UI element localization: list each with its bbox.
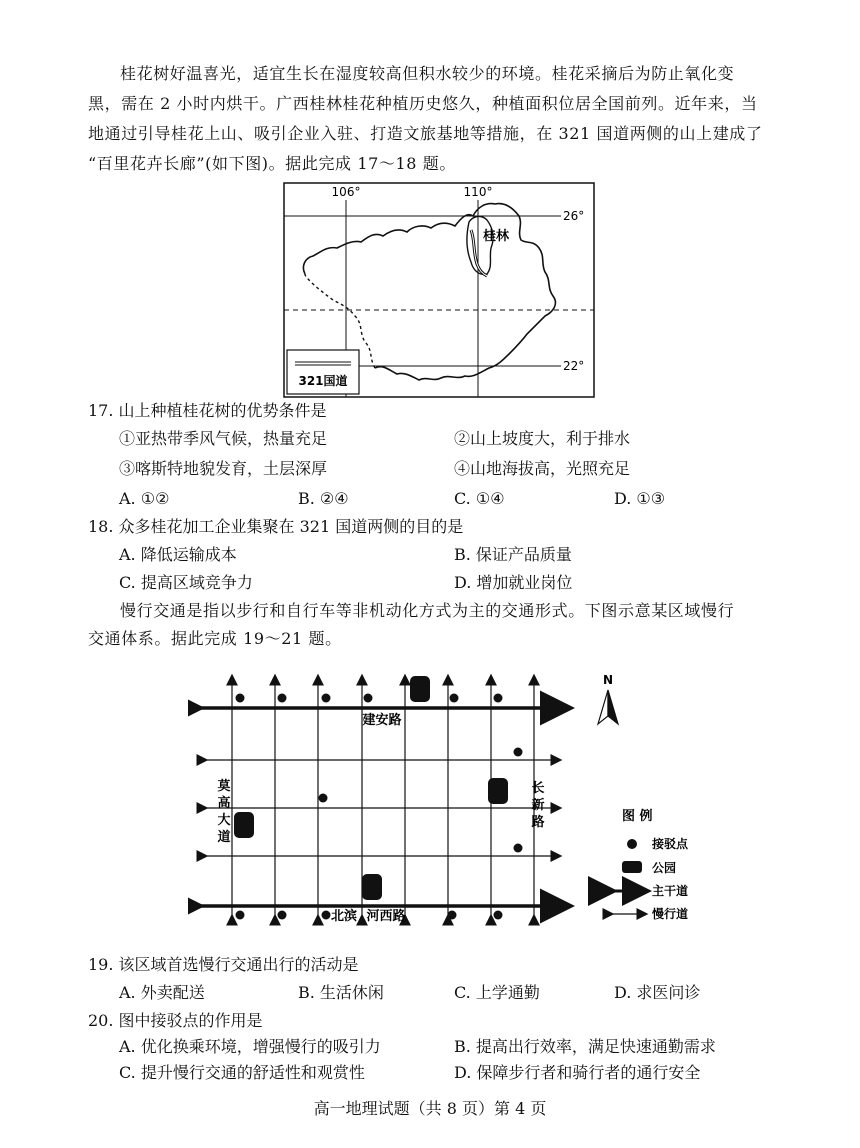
station-icon: [322, 911, 331, 920]
station-icon: [450, 694, 459, 703]
road-label-hexi: 河西路: [366, 909, 406, 924]
road-label-mogao: 道: [217, 830, 231, 845]
road-label-mogao: 大: [217, 813, 231, 828]
q20-option-d[interactable]: D. 保障步行者和骑行者的通行安全: [454, 1063, 701, 1082]
q17-condition-4: ④山地海拔高，光照充足: [454, 459, 631, 478]
passage-line: 交通体系。据此完成 19～21 题。: [88, 629, 342, 648]
q20-option-a[interactable]: A. 优化换乘环境，增强慢行的吸引力: [119, 1037, 381, 1056]
q18-option-d[interactable]: D. 增加就业岗位: [454, 573, 573, 592]
q19-option-c[interactable]: C. 上学通勤: [454, 983, 540, 1002]
q17-condition-1: ①亚热带季风气候，热量充足: [119, 429, 328, 448]
legend-main-road-label: 主干道: [652, 884, 689, 898]
q17-condition-3: ③喀斯特地貌发育，土层深厚: [119, 459, 328, 478]
park-icon: [410, 676, 430, 702]
legend-slow-road-label: 慢行道: [652, 907, 689, 921]
passage-line: 慢行交通是指以步行和自行车等非机动化方式为主的交通形式。下图示意某区域慢行: [120, 601, 735, 620]
lat-label-26: 26°: [563, 209, 585, 223]
passage-line: 桂花树好温喜光，适宜生长在湿度较高但积水较少的环境。桂花采摘后为防止氧化变: [120, 64, 735, 83]
main-roads: [198, 708, 568, 906]
guilin-label: 桂林: [483, 229, 510, 244]
park-icon: [488, 778, 508, 804]
passage-line: 地通过引导桂花上山、吸引企业入驻、打造文旅基地等措施，在 321 国道两侧的山上建成了: [88, 124, 763, 143]
road-label-changxin: 长: [531, 781, 545, 796]
road-label-jianan: 建安路: [362, 713, 402, 728]
q17-option-b[interactable]: B. ②④: [298, 489, 349, 508]
station-icon: [319, 794, 328, 803]
park-icon: [362, 874, 382, 900]
q19-option-a[interactable]: A. 外卖配送: [119, 983, 205, 1002]
park-icon: [234, 812, 254, 838]
lon-label-110: 110°: [463, 185, 493, 199]
q17-condition-2: ②山上坡度大，利于排水: [454, 429, 631, 448]
q20-option-c[interactable]: C. 提升慢行交通的舒适性和观赏性: [119, 1063, 365, 1082]
q17-option-a[interactable]: A. ①②: [119, 489, 170, 508]
question-19-stem: 19. 该区域首选慢行交通出行的活动是: [88, 955, 359, 974]
guangxi-map: [283, 182, 595, 398]
page-footer: 高一地理试题（共 8 页）第 4 页: [313, 1099, 547, 1118]
q18-option-a[interactable]: A. 降低运输成本: [119, 545, 237, 564]
legend-station-icon: [627, 839, 637, 849]
north-arrow-icon: [608, 690, 618, 724]
station-icon: [278, 911, 287, 920]
q17-option-c[interactable]: C. ①④: [454, 489, 505, 508]
question-20-stem: 20. 图中接驳点的作用是: [88, 1011, 263, 1030]
passage-line: 黑，需在 2 小时内烘干。广西桂林桂花种植历史悠久，种植面积位居全国前列。近年来，当: [88, 94, 758, 113]
north-arrow-icon: [598, 690, 608, 724]
north-label: N: [602, 673, 614, 687]
station-icon: [514, 748, 523, 757]
q18-option-c[interactable]: C. 提高区域竞争力: [119, 573, 253, 592]
question-17-stem: 17. 山上种植桂花树的优势条件是: [88, 401, 327, 420]
q17-option-d[interactable]: D. ①③: [614, 489, 666, 508]
legend-station-label: 接驳点: [652, 837, 689, 851]
station-icon: [236, 694, 245, 703]
question-18-stem: 18. 众多桂花加工企业集聚在 321 国道两侧的目的是: [88, 517, 464, 536]
road-label-changxin: 路: [531, 815, 545, 830]
legend-title: 图 例: [622, 809, 653, 824]
lat-label-22: 22°: [563, 359, 585, 373]
legend-park-label: 公园: [652, 861, 677, 875]
station-icon: [278, 694, 287, 703]
passage-line: “百里花卉长廊”(如下图)。据此完成 17～18 题。: [88, 154, 456, 173]
legend-park-icon: [622, 861, 642, 873]
q20-option-b[interactable]: B. 提高出行效率，满足快速通勤需求: [454, 1037, 716, 1056]
road-label-changxin: 新: [531, 798, 545, 813]
station-icon: [364, 694, 373, 703]
legend-road-label: 321国道: [298, 374, 348, 388]
station-icon: [322, 694, 331, 703]
station-icon: [236, 911, 245, 920]
station-icon: [448, 911, 457, 920]
slow-traffic-map: [188, 668, 698, 940]
road-label-mogao: 高: [217, 796, 231, 811]
q19-option-b[interactable]: B. 生活休闲: [298, 983, 384, 1002]
lon-label-106: 106°: [331, 185, 361, 199]
q18-option-b[interactable]: B. 保证产品质量: [454, 545, 572, 564]
q19-option-d[interactable]: D. 求医问诊: [614, 983, 701, 1002]
station-icon: [514, 844, 523, 853]
road-label-mogao: 莫: [217, 779, 231, 794]
station-icon: [494, 911, 503, 920]
station-icon: [494, 694, 503, 703]
road-label-beibin: 北滨: [330, 909, 358, 924]
